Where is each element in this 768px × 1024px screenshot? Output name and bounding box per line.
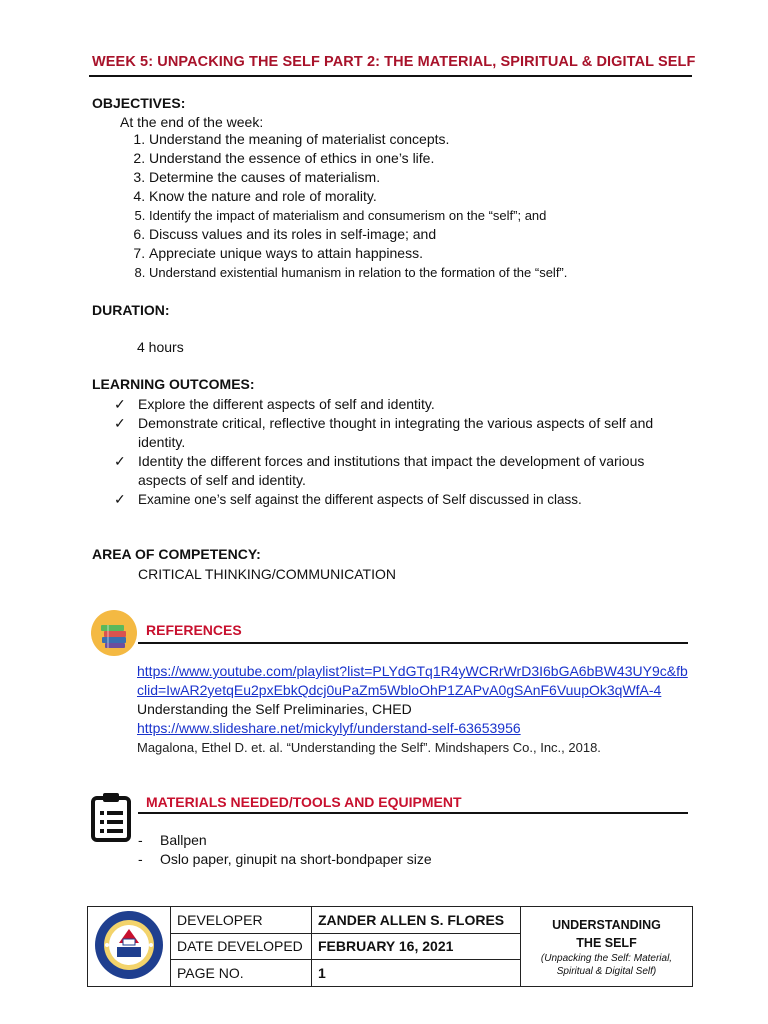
link-line: https://www.youtube.com/playlist?list=PLYdGTq1R4yWCRrWrD3I6bGA6bBW43UY9c&fb [137, 663, 688, 679]
objectives-intro: At the end of the week: [120, 114, 264, 130]
objective-item: 4. Know the nature and role of morality. [149, 187, 567, 206]
references-list [137, 662, 697, 757]
slideshare-link[interactable]: https://www.slideshare.net/mickylyf/understand-self-63653956 [137, 720, 521, 736]
outcome-item [112, 490, 672, 509]
link-line: clid=IwAR2yetqEu2pxEbkQdcj0uPaZm5WbloOhP1ZAPvA0gSAnF6VuupOk3qWfA-4 [137, 682, 662, 698]
material-text: Oslo paper, ginupit na short-bondpaper size [160, 851, 432, 867]
competency-heading: AREA OF COMPETENCY: [92, 546, 261, 562]
material-item [138, 831, 432, 850]
objectives-heading: OBJECTIVES: [92, 95, 186, 111]
materials-rule [138, 812, 688, 814]
objective-item: 3. Determine the causes of materialism. [149, 168, 567, 187]
references-heading: REFERENCES [146, 622, 242, 638]
developer-value: ZANDER ALLEN S. FLORES [312, 907, 521, 934]
date-value: FEBRUARY 16, 2021 [312, 933, 521, 960]
learning-outcomes-list [112, 395, 672, 509]
outcome-text: Examine one’s self against the different aspects of Self discussed in class. [138, 492, 582, 507]
outcome-item [112, 452, 672, 490]
seal-cell [88, 907, 171, 987]
material-item [138, 850, 432, 869]
school-seal-icon [93, 909, 165, 981]
course-title: UNDERSTANDING THE SELF [552, 917, 661, 950]
dash-bullet: - [138, 851, 143, 867]
course-subtitle: (Unpacking the Self: Material, Spiritual & Digital Self) [540, 952, 673, 977]
developer-label: DEVELOPER [171, 907, 312, 934]
reference-ched: Understanding the Self Preliminaries, CHED [137, 701, 412, 717]
reference-magalona: Magalona, Ethel D. et. al. “Understanding the Self”. Mindshapers Co., Inc., 2018. [137, 740, 601, 755]
books-icon [90, 607, 138, 659]
material-text: Ballpen [160, 832, 207, 848]
outcome-text: Demonstrate critical, reflective thought in integrating the various aspects of self and identity. [138, 415, 654, 450]
youtube-playlist-link[interactable] [137, 663, 688, 698]
outcome-item [112, 414, 672, 452]
check-icon: ✓ [114, 396, 126, 412]
check-icon: ✓ [114, 415, 126, 431]
learning-outcomes-heading: LEARNING OUTCOMES: [92, 376, 255, 392]
materials-list [138, 831, 432, 869]
check-icon: ✓ [114, 491, 126, 507]
objective-item: 8. Understand existential humanism in relation to the formation of the “self”. [149, 263, 567, 282]
clipboard-icon [90, 792, 132, 842]
course-cell [521, 907, 693, 987]
page-value: 1 [312, 960, 521, 987]
date-label: DATE DEVELOPED [171, 933, 312, 960]
page-title: WEEK 5: UNPACKING THE SELF PART 2: THE MATERIAL, SPIRITUAL & DIGITAL SELF [92, 54, 696, 70]
objective-item: 2. Understand the essence of ethics in one’s life. [149, 149, 567, 168]
title-rule [89, 75, 692, 77]
page-label: PAGE NO. [171, 960, 312, 987]
objective-item: 5. Identify the impact of materialism and consumerism on the “self”; and [149, 206, 567, 225]
duration-heading: DURATION: [92, 302, 170, 318]
document-footer-table [87, 906, 693, 987]
objective-item: 7. Appreciate unique ways to attain happiness. [149, 244, 567, 263]
dash-bullet: - [138, 832, 143, 848]
references-rule [138, 642, 688, 644]
outcome-text: Identity the different forces and institutions that impact the development of various aspects of self and identity. [138, 453, 645, 488]
objective-item: 6. Discuss values and its roles in self-image; and [149, 225, 567, 244]
objectives-list [120, 130, 567, 282]
outcome-item [112, 395, 672, 414]
outcome-text: Explore the different aspects of self and identity. [138, 396, 435, 412]
competency-value: CRITICAL THINKING/COMMUNICATION [138, 566, 396, 582]
duration-value: 4 hours [137, 339, 184, 355]
materials-heading: MATERIALS NEEDED/TOOLS AND EQUIPMENT [146, 794, 462, 810]
objective-item: 1. Understand the meaning of materialist concepts. [149, 130, 567, 149]
check-icon: ✓ [114, 453, 126, 469]
